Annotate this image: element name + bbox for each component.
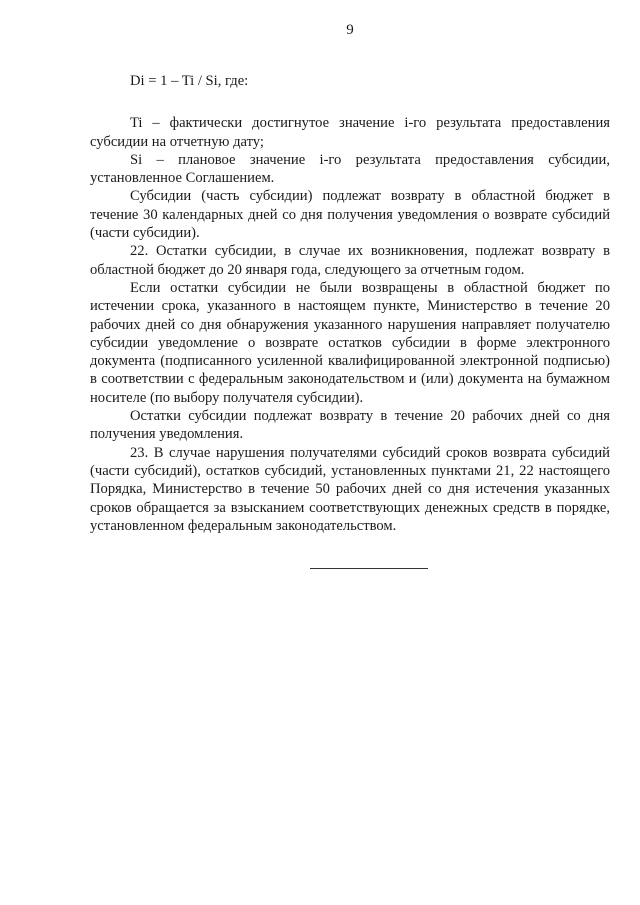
paragraph-item-23: 23. В случае нарушения получателями субсидий сроков возврата субсидий (части субсидий), остатков субсидий, установленных пунктами 21, 22 настоящего Порядка, Министерство в течение 50 рабочих дней со дня истечения указанных сроков обращается за взысканием соответствующих денежных средств в порядке, установленном федеральным законодательством. [90,444,610,534]
end-divider-line [310,568,428,569]
page-number: 9 [346,22,354,38]
paragraph-unreturned-balances: Если остатки субсидии не были возвращены в областной бюджет по истечении срока, указанного в настоящем пункте, Министерство в течение 20 рабочих дней со дня обнаружения указанного нарушения направляет получателю субсидии уведомление о возврате остатков субсидии в форме электронного документа (подписанного усиленной квалифицированной электронной подписью) в соответствии с федеральным законодательством и (или) документа на бумажном носителе (по выбору получателя субсидии). [90,279,610,406]
paragraph-return-deadline: Остатки субсидии подлежат возврату в течение 20 рабочих дней со дня получения уведомления. [90,408,610,443]
paragraph-ti-definition: Ti – фактически достигнутое значение i-го результата предоставления субсидии на отчетную дату; [90,115,610,150]
paragraph-si-definition: Si – плановое значение i-го результата предоставления субсидии, установленное Соглашением. [90,151,610,187]
paragraph-subsidy-return: Субсидии (часть субсидии) подлежат возврату в областной бюджет в течение 30 календарных дней со дня получения уведомления о возврате субсидий (части субсидии). [90,188,610,242]
document-body [90,72,610,535]
paragraph-item-22: 22. Остатки субсидии, в случае их возникновения, подлежат возврату в областной бюджет до 20 января года, следующего за отчетным годом. [90,243,610,278]
formula-line: Di = 1 – Ti / Si, где: [130,73,249,89]
